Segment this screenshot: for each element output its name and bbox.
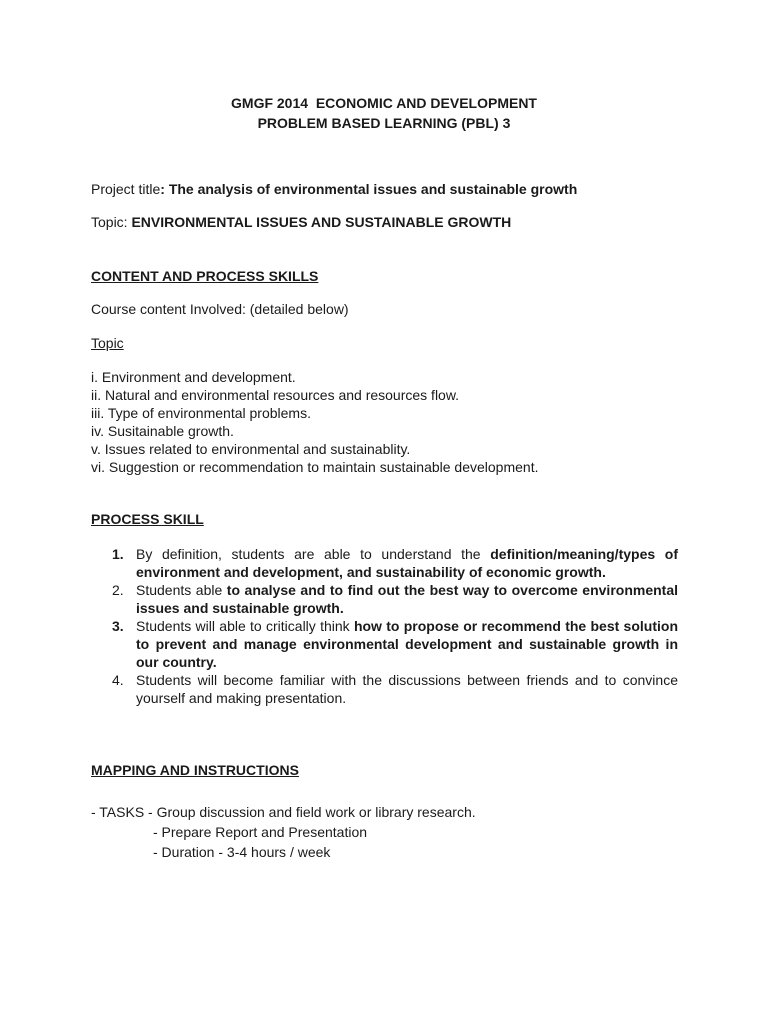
skill-text: Students will able to critically think xyxy=(136,618,354,634)
topic-item: iii. Type of environmental problems. xyxy=(91,405,311,421)
skill-item xyxy=(91,581,678,617)
skill-number: 1. xyxy=(112,546,124,562)
tasks-block xyxy=(91,802,476,862)
skill-emphasis: definition/meaning/types of environment and development, and sustainability of economic growth. xyxy=(136,546,678,580)
skill-emphasis: to analyse and to find out the best way to overcome environmental issues and sustainable growth. xyxy=(136,582,678,616)
topic-item: v. Issues related to environmental and sustainablity. xyxy=(91,441,411,457)
content-process-heading: CONTENT AND PROCESS SKILLS xyxy=(91,268,319,284)
project-title-value: The analysis of environmental issues and sustainable growth xyxy=(168,181,578,197)
topic-value: ENVIRONMENTAL ISSUES AND SUSTAINABLE GROWTH xyxy=(131,214,512,230)
skill-item xyxy=(91,545,678,581)
process-skill-heading: PROCESS SKILL xyxy=(91,511,204,527)
tasks-duration: - Duration - 3-4 hours / week xyxy=(153,844,331,860)
topic-item: ii. Natural and environmental resources and resources flow. xyxy=(91,387,460,403)
project-title-line xyxy=(91,180,577,198)
tasks-main: - TASKS - Group discussion and field work or library research. xyxy=(91,804,476,820)
document-header xyxy=(0,93,768,133)
mapping-heading: MAPPING AND INSTRUCTIONS xyxy=(91,762,299,778)
skill-number: 3. xyxy=(112,618,124,634)
topic-line xyxy=(91,213,511,231)
topic-label: Topic: xyxy=(91,214,132,230)
topic-heading: Topic xyxy=(91,335,124,351)
skill-number: 4. xyxy=(112,672,124,688)
skill-text: Students able xyxy=(136,582,227,598)
skill-text: By definition, students are able to understand the xyxy=(136,546,491,562)
project-title-colon: : xyxy=(160,181,165,197)
topic-list xyxy=(91,368,538,476)
skill-item xyxy=(91,671,678,707)
topic-item: i. Environment and development. xyxy=(91,369,296,385)
course-title: GMGF 2014 ECONOMIC AND DEVELOPMENT xyxy=(231,95,537,111)
topic-item: vi. Suggestion or recommendation to maintain sustainable development. xyxy=(91,459,539,475)
pbl-title: PROBLEM BASED LEARNING (PBL) 3 xyxy=(257,115,511,131)
skill-text: Students will become familiar with the discussions between friends and to convince yourself and making presentation. xyxy=(136,672,678,706)
skill-emphasis: how to propose or recommend the best solution to prevent and manage environmental development and sustainable growth in our country. xyxy=(136,618,678,670)
topic-item: iv. Susitainable growth. xyxy=(91,423,234,439)
project-title-label: Project title xyxy=(91,181,161,197)
tasks-report: - Prepare Report and Presentation xyxy=(153,824,368,840)
course-content-line: Course content Involved: (detailed below) xyxy=(91,301,349,317)
skill-item xyxy=(91,617,678,671)
skill-number: 2. xyxy=(112,582,124,598)
process-skill-list xyxy=(91,545,678,707)
